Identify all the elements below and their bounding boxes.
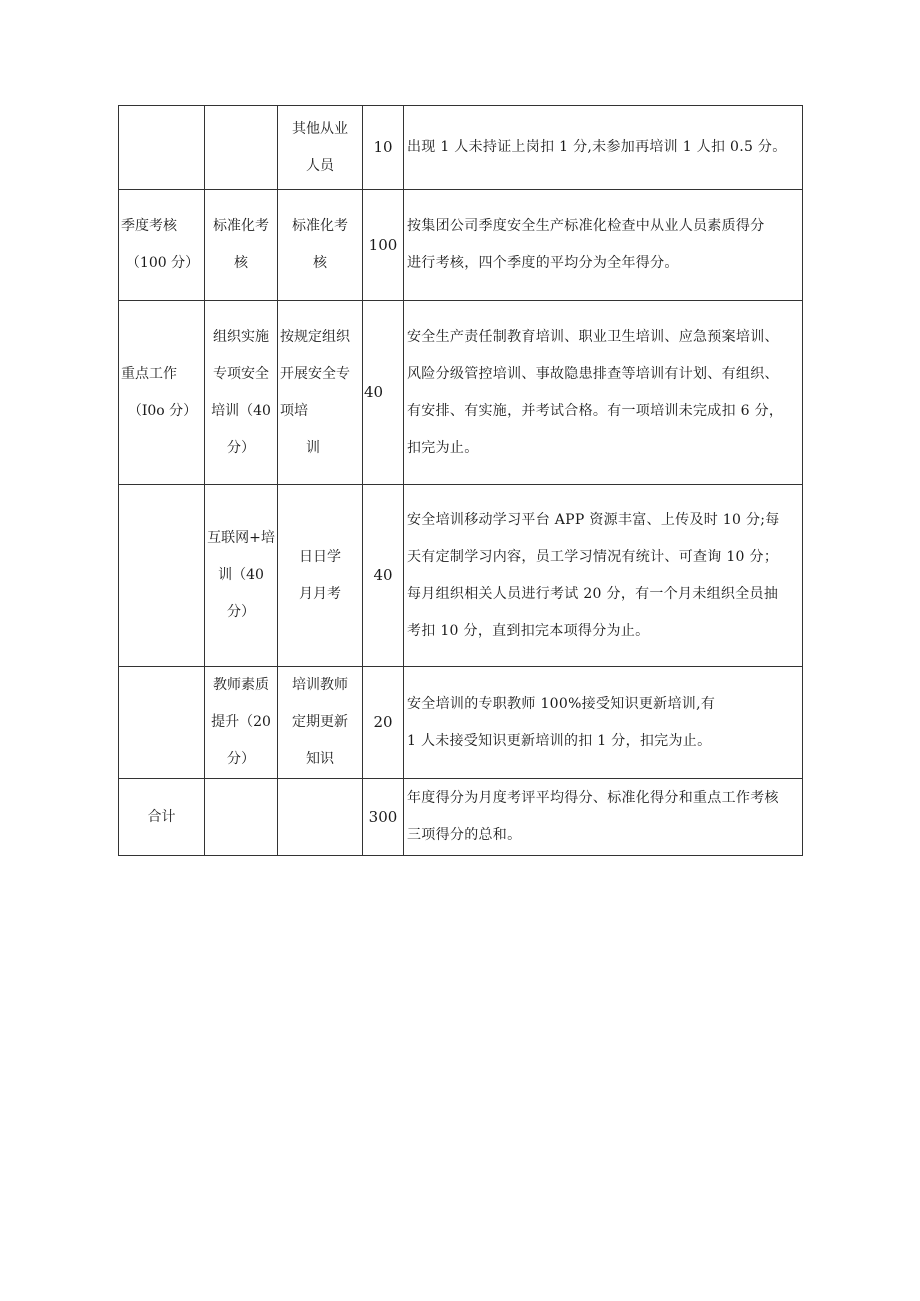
criteria-cell	[404, 190, 803, 301]
content-line: 日日学	[299, 548, 341, 565]
category-line: 重点工作	[121, 365, 177, 382]
criteria-line: 安全培训的专职教师 100%接受知识更新培训,有	[407, 695, 716, 712]
item-cell	[205, 779, 278, 856]
content-line: 月月考	[299, 585, 341, 602]
item-line: 训（40	[218, 567, 264, 583]
criteria-cell	[404, 779, 803, 856]
content-line: 人员	[306, 157, 334, 174]
table-row	[119, 485, 803, 667]
category-line: 合计	[147, 808, 176, 825]
category-cell	[119, 106, 205, 190]
criteria-line: 三项得分的总和。	[407, 827, 522, 843]
criteria-line: 1 人未接受知识更新培训的扣 1 分，扣完为止。	[407, 732, 712, 749]
content-line: 定期更新	[292, 714, 348, 730]
content-line: 按规定组织	[280, 328, 350, 345]
content-line: 训	[306, 439, 320, 456]
content-cell	[278, 667, 363, 779]
criteria-line: 进行考核，四个季度的平均分为全年得分。	[407, 255, 679, 271]
score-cell: 40	[363, 485, 404, 667]
criteria-line: 年度得分为月度考评平均得分、标准化得分和重点工作考核	[407, 790, 779, 806]
item-line: 分）	[227, 439, 255, 456]
item-line: 组织实施	[213, 328, 269, 345]
score-cell: 10	[363, 106, 404, 190]
criteria-line: 扣完为止。	[407, 439, 479, 456]
item-line: 核	[234, 255, 248, 271]
item-line: 提升（20	[211, 714, 271, 730]
criteria-line: 每月组织相关人员进行考试 20 分，有一个月未组织全员抽	[407, 585, 779, 602]
item-line: 专项安全	[213, 365, 269, 382]
category-cell	[119, 190, 205, 301]
content-cell	[278, 485, 363, 667]
content-line: 其他从业	[292, 120, 348, 137]
criteria-line: 考扣 10 分，直到扣完本项得分为止。	[407, 622, 650, 639]
category-line: 季度考核	[121, 218, 177, 234]
item-cell	[205, 301, 278, 485]
criteria-cell	[404, 106, 803, 190]
item-line: 分）	[227, 751, 255, 767]
content-line: 知识	[306, 751, 334, 767]
criteria-line: 安全培训移动学习平台 APP 资源丰富、上传及时 10 分;每	[407, 511, 780, 528]
item-cell	[205, 106, 278, 190]
criteria-line: 按集团公司季度安全生产标准化检查中从业人员素质得分	[407, 218, 765, 234]
item-line: 教师素质	[213, 677, 269, 693]
assessment-table-page	[118, 105, 802, 856]
criteria-line: 有安排、有实施，并考试合格。有一项培训未完成扣 6 分，	[407, 402, 784, 419]
content-line: 项培	[280, 402, 308, 419]
score-cell: 100	[363, 190, 404, 301]
table-row	[119, 301, 803, 485]
content-line: 核	[313, 255, 327, 271]
score-cell: 20	[363, 667, 404, 779]
criteria-cell	[404, 485, 803, 667]
category-cell	[119, 485, 205, 667]
assessment-table	[118, 105, 803, 856]
item-cell	[205, 190, 278, 301]
criteria-cell	[404, 667, 803, 779]
criteria-line: 出现 1 人未持证上岗扣 1 分,未参加再培训 1 人扣 0.5 分。	[407, 139, 787, 155]
item-cell	[205, 667, 278, 779]
category-cell	[119, 667, 205, 779]
content-line: 培训教师	[292, 677, 348, 693]
criteria-line: 安全生产责任制教育培训、职业卫生培训、应急预案培训、	[407, 328, 779, 345]
table-row	[119, 667, 803, 779]
item-cell	[205, 485, 278, 667]
item-line: 标准化考	[213, 218, 269, 234]
table-row	[119, 106, 803, 190]
category-cell	[119, 301, 205, 485]
content-cell	[278, 190, 363, 301]
item-line: 分）	[227, 604, 255, 620]
content-cell	[278, 779, 363, 856]
table-row	[119, 779, 803, 856]
category-line: （I0o 分）	[127, 402, 198, 419]
item-line: 培训（40	[211, 402, 271, 419]
category-cell	[119, 779, 205, 856]
content-line: 标准化考	[292, 218, 348, 234]
criteria-cell	[404, 301, 803, 485]
score-cell: 300	[363, 779, 404, 856]
content-line: 开展安全专	[280, 365, 350, 382]
criteria-line: 风险分级管控培训、事故隐患排查等培训有计划、有组织、	[407, 365, 779, 382]
content-cell	[278, 106, 363, 190]
table-row	[119, 190, 803, 301]
content-cell	[278, 301, 363, 485]
category-line: （100 分）	[125, 255, 200, 271]
item-line: 互联网+培	[207, 530, 275, 546]
criteria-line: 天有定制学习内容，员工学习情况有统计、可查询 10 分；	[407, 548, 779, 565]
score-cell: 40	[363, 301, 404, 485]
